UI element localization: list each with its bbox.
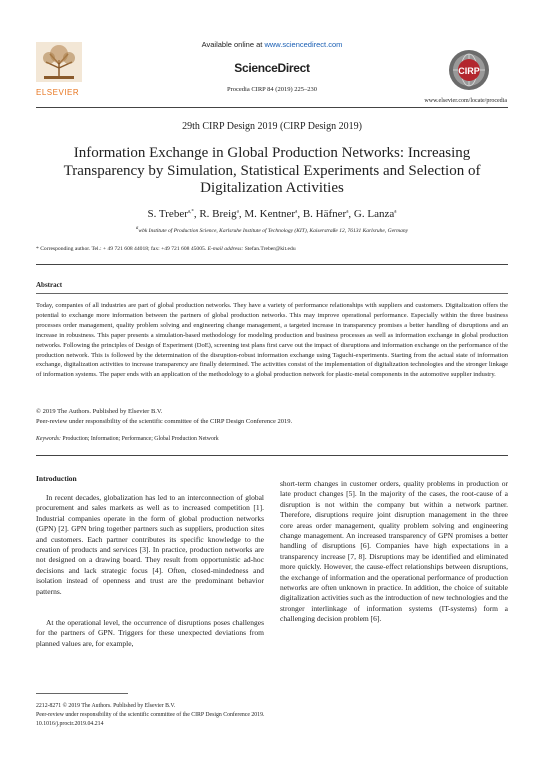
intro-heading: Introduction [36, 474, 77, 483]
footer-divider [36, 693, 128, 694]
abstract-copyright: © 2019 The Authors. Published by Elsevier B.V. [36, 408, 163, 415]
intro-right-paragraph-1: short-term changes in customer orders, quality problems in production or late product changes [5]. In the majority of the cases, the root-cause of a disruption is not within the company but within a network partner. Therefore, disruptions require joint disruption management in the three core areas order management, quality problem solving and engineering change management. An increased transparency of GPN promises a better handling of disruptions [6]. Companies have high expectations in a transparency increase [7, 8]. Disruptions may be identified and eliminated more quickly. However, the cause-effect relationships between disruptions, the exchange of information and the operational performance of production networks are often unknown in practice. In addition, the choice of suitable digitalization activities such as the introduction of new technologies and the stronger interlinkage of information systems (IT-systems) form a challenging decision problem [6]. [280, 479, 508, 624]
available-online: Available online at www.sciencedirect.com [201, 40, 343, 49]
author: G. Lanza$^a$ [353, 208, 397, 220]
cirp-globe-icon [448, 49, 490, 91]
author: M. Kentner$^a$, [244, 208, 303, 220]
footer-peer-review: Peer-review under responsibility of the scientific committee of the CIRP Design Conference 2019. [36, 712, 265, 718]
email-address[interactable]: Stefan.Treber@kit.edu [243, 246, 296, 252]
author: B. Häfner$^a$, [302, 208, 354, 220]
sciencedirect-link[interactable]: www.sciencedirect.com [264, 40, 343, 49]
abstract-top-divider [36, 264, 508, 265]
paper-title: Information Exchange in Global Production Networks: Increasing Transparency by Simulation, Statistical Experiments and Selection of Digitalization Activities [63, 145, 481, 196]
author: S. Treber$^{a,*}$, [147, 208, 200, 220]
intro-left-paragraph-2: At the operational level, the occurrence of disruptions poses challenges for the partners of GPN. Triggers for these unexpected deviations from planned values are, for example, [36, 618, 264, 648]
abstract-heading-underline [36, 293, 508, 294]
elsevier-wordmark: ELSEVIER [36, 88, 80, 97]
abstract-peer-review: Peer-review under responsibility of the scientific committee of the CIRP Design Conference 2019. [36, 418, 293, 425]
keywords-label: Keywords: [36, 436, 61, 442]
abstract-bottom-divider [36, 455, 508, 456]
sciencedirect-brand: ScienceDirect [234, 61, 310, 75]
abstract-body: Today, companies of all industries are part of global production networks. They have a variety of performance relationships with suppliers and customers. Digitalization offers the potential to exchange more information between the partners of global production networks. This may improve operational performance. Especially within the three business processes order management, quality problem solving and engineering change management, a targeted increase in transparency promises a better handling of disruptions and an increase in robustness. This paper presents a simulation-based methodology for modeling production and business processes as well as information exchange in global production networks. Following the principles of Design of Experiment (DoE), screening test plans first carve out the impact of disruptions and information exchange on the performance of the production network. This is followed by the determination of the disruption-robust information exchange using Taguchi-experiments. Starting from the actual state of information exchange, digitalization activities to increase transparency are finally determined. The activities consist of the implementation of digitalization technologies and the stronger linkage of information systems. The paper ends with an application of the methodology to a global production network for plastic-metal components in the automotive supplier industry. [36, 302, 508, 379]
conference-name: 29th CIRP Design 2019 (CIRP Design 2019) [182, 121, 362, 132]
author: R. Breig$^a$, [199, 208, 245, 220]
authors [0, 208, 544, 220]
cirp-logo [448, 49, 490, 91]
footer-issn: 2212-8271 © 2019 The Authors. Published by Elsevier B.V. [36, 703, 176, 709]
abstract-heading: Abstract [36, 281, 63, 289]
corresponding-author: * Corresponding author. Tel.: + 49 721 608 44018; fax: +49 721 608 45005. E-mail address: Stefan.Treber@kit.edu [36, 246, 296, 252]
intro-left-paragraph-1: In recent decades, globalization has led to an interconnection of global procurement and sales markets as well as to increased competition [1]. Industrial companies operate in the form of global production networks (GPN) [2]. GPN bring together partners such as suppliers, production sites and customers. Each partner contributes its specific knowledge to the creation of products and services [3]. In practice, production networks are not designed on a drawing board. They result from opportunistic ad-hoc decisions and lack strategic focus [4]. Often, closed-mindedness and isolation instead of openness and trust are the predominant behavior patterns. [36, 493, 264, 596]
keywords-list: Production; Information; Performance; Global Production Network [60, 436, 219, 442]
footer-doi[interactable]: 10.1016/j.procir.2019.04.214 [36, 721, 104, 727]
keywords [36, 436, 219, 442]
journal-reference: Procedia CIRP 84 (2019) 225–230 [226, 86, 318, 93]
header-divider [36, 107, 508, 108]
journal-url[interactable]: www.elsevier.com/locate/procedia [424, 98, 507, 104]
cirp-logo-text: CIRP [458, 66, 480, 76]
affiliation: $^a$wbk Institute of Production Science, Karlsruhe Institute of Technology (KIT), Kaiserstraße 12, 76131 Karlsruhe, Germany [135, 226, 409, 234]
